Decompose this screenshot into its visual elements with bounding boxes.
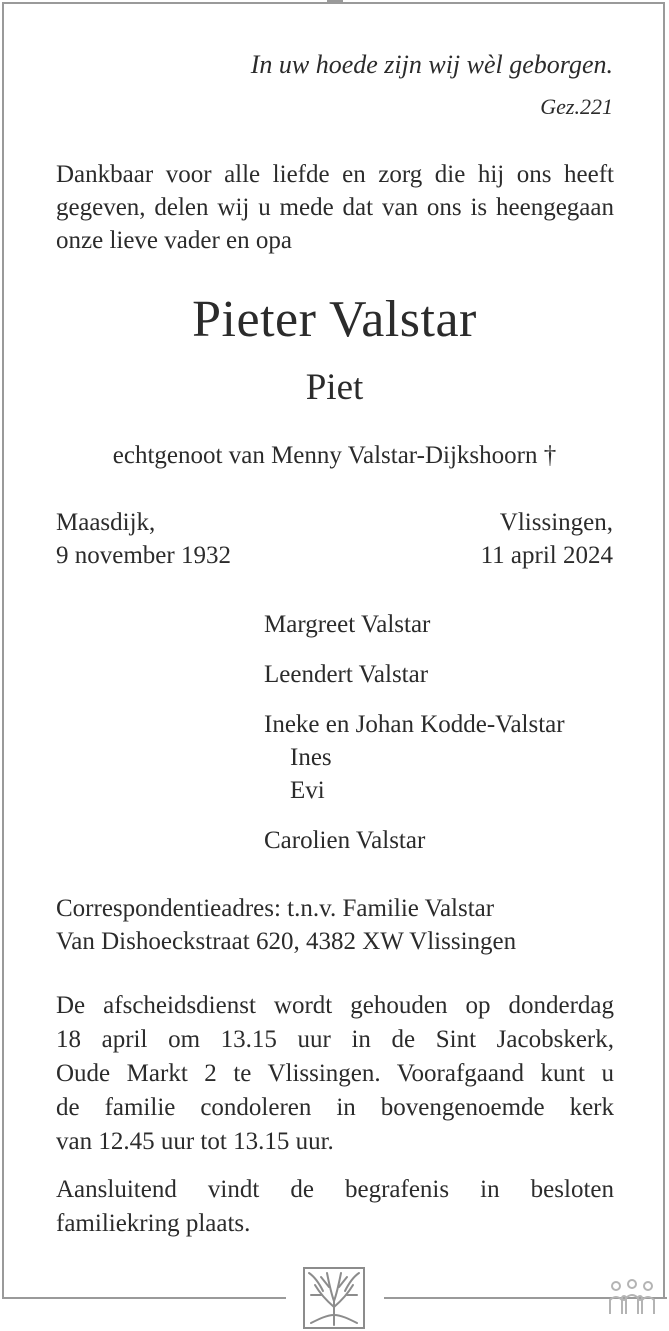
death-date: 11 april 2024	[480, 542, 613, 569]
deceased-name: Pieter Valstar	[192, 291, 477, 348]
intro-text	[56, 158, 614, 257]
service-line: De afscheidsdienst wordt gehouden op donderdag	[56, 992, 614, 1019]
service-line: de familie condoleren in bovengenoemde kerk	[56, 1094, 614, 1121]
correspondence-line: Correspondentieadres: t.n.v. Familie Valstar	[56, 895, 495, 922]
death-info	[481, 506, 613, 572]
grandchild: Evi	[290, 777, 325, 804]
birth-place: Maasdijk,	[56, 509, 156, 536]
birth-date: 9 november 1932	[56, 542, 231, 569]
family-member: Margreet Valstar	[264, 611, 431, 638]
people-group-icon	[606, 1278, 658, 1316]
death-place: Vlissingen,	[499, 509, 613, 536]
service-line: 18 april om 13.15 uur in de Sint Jacobskerk,	[56, 1026, 614, 1053]
intro-line: Dankbaar voor alle liefde en zorg die hij ons heeft	[56, 161, 614, 188]
birth-info	[56, 506, 231, 572]
paragraph-gap	[56, 1159, 614, 1173]
intro-line: gegeven, delen wij u mede dat van ons is heengegaan	[56, 194, 614, 221]
family-member: Leendert Valstar	[264, 661, 429, 688]
family-member: Ineke en Johan Kodde-Valstar	[264, 711, 565, 738]
family-list	[264, 608, 565, 874]
grandchild: Ines	[290, 744, 332, 771]
correspondence-line: Van Dishoeckstraat 620, 4382 XW Vlissingen	[56, 928, 517, 955]
hymn-reference: Gez.221	[540, 94, 613, 119]
correspondence-address	[56, 892, 516, 958]
service-line: van 12.45 uur tot 13.15 uur.	[56, 1128, 334, 1155]
intro-line: onze lieve vader en opa	[56, 227, 292, 254]
hymn-quote: In uw hoede zijn wij wèl geborgen.	[250, 50, 613, 79]
deceased-nickname: Piet	[305, 367, 364, 408]
spouse-line: echtgenoot van Menny Valstar-Dijkshoorn †	[112, 442, 557, 469]
tree-emblem-icon	[301, 1265, 367, 1331]
family-member: Carolien Valstar	[264, 827, 426, 854]
service-line: Oude Markt 2 te Vlissingen. Voorafgaand kunt u	[56, 1060, 614, 1087]
family-group	[264, 708, 565, 807]
frame-top-notch	[327, 0, 343, 3]
service-details	[56, 989, 614, 1241]
closing-line: familiekring plaats.	[56, 1210, 251, 1237]
closing-line: Aansluitend vindt de begrafenis in besloten	[56, 1176, 614, 1203]
frame-bottom-left	[2, 1297, 286, 1299]
